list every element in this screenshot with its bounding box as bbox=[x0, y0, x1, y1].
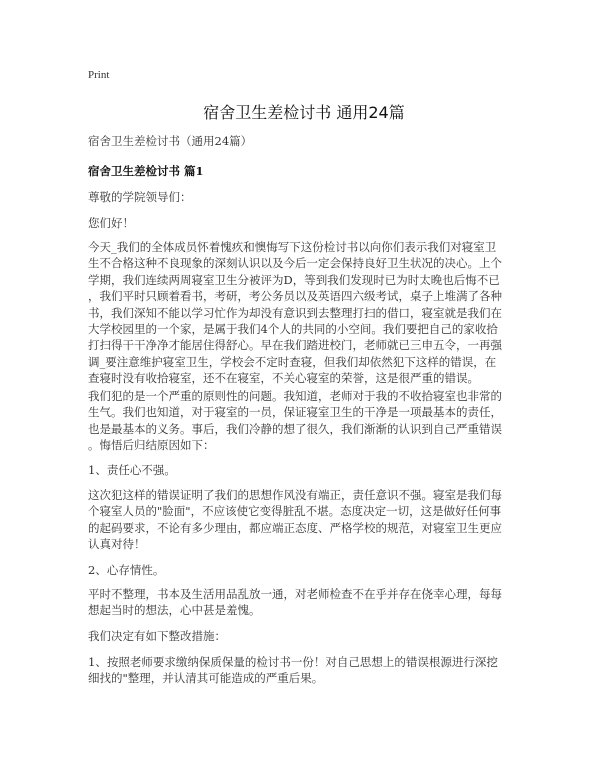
paragraph-line: 个寝室人员的"脸面"，不应该使它变得脏乱不堪。态度决定一切，这是做好任何事 bbox=[88, 504, 502, 519]
paragraph-line: 大学校园里的一个家，是属于我们4个人的共同的小空间。我们要把自己的家收拾 bbox=[88, 321, 498, 336]
paragraph-line: 今天_我们的全体成员怀着愧疚和懊悔写下这份检讨书以向你们表示我们对寝室卫 bbox=[88, 240, 497, 254]
paragraph-line: 我们犯的是一个严重的原则性的问题。我知道，老师对于我的不收拾寝室也非常的 bbox=[88, 389, 502, 403]
paragraph-line: 的起码要求，不论有多少理由，都应端正态度、严格学校的规范，对寝室卫生更应 bbox=[88, 520, 502, 535]
point-2-title: 2、心存情性。 bbox=[88, 563, 165, 577]
salutation: 尊敬的学院领导们： bbox=[88, 190, 192, 204]
page-title: 宿舍卫生差检讨书 通用24篇 bbox=[203, 103, 405, 122]
paragraph-line: 这次犯这样的错误证明了我们的思想作风没有端正，责任意识不强。寝室是我们每 bbox=[88, 488, 502, 502]
document-subtitle: 宿舍卫生差检讨书（通用24篇） bbox=[88, 134, 253, 148]
paragraph-line: 想起当时的想法，心中甚是羞愧。 bbox=[88, 603, 261, 618]
point-1-title: 1、责任心不强。 bbox=[88, 463, 176, 477]
paragraph-line: ，我们平时只顾着看书，考研，考公务员以及英语四六级考试，桌子上堆满了各种 bbox=[88, 289, 502, 304]
paragraph-line: 细找的"整理，并认清其可能造成的严重后果。 bbox=[88, 671, 324, 686]
paragraph-line: 生不合格这种不良现象的深刻认识以及今后一定会保持良好卫生状况的决心。上个 bbox=[88, 256, 502, 271]
paragraph-line: 书，我们深知不能以学习忙作为却没有意识到去整理打扫的借口，寝室就是我们在 bbox=[88, 305, 502, 320]
greeting: 您们好！ bbox=[88, 216, 134, 230]
paragraph-line: 调_要注意维护寝室卫生，学校会不定时查寝，但我们却依然犯下这样的错误，在 bbox=[88, 354, 497, 369]
paragraph-4 bbox=[88, 586, 520, 619]
paragraph-line: 生气。我们也知道，对于寝室的一员，保证寝室卫生的干净是一项最基本的责任， bbox=[88, 405, 502, 420]
paragraph-line: 也是最基本的义务。事后，我们冷静的想了很久，我们渐渐的认识到自己严重错误 bbox=[88, 421, 502, 436]
paragraph-line: 平时不整理，书本及生活用品乱放一通，对老师检查不在乎并存在侥幸心理，每每 bbox=[88, 587, 502, 601]
paragraph-2 bbox=[88, 388, 520, 454]
measures-intro: 我们决定有如下整改措施： bbox=[88, 629, 226, 643]
print-label[interactable]: Print bbox=[88, 69, 110, 81]
paragraph-3 bbox=[88, 487, 520, 553]
paragraph-line: 学期，我们连续两周寝室卫生分被评为D，等到我们发现时已为时太晚也后悔不已 bbox=[88, 272, 500, 287]
paragraph-line: 。悔悟后归结原因如下： bbox=[88, 438, 215, 453]
paragraph-line: 认真对待！ bbox=[88, 537, 146, 552]
paragraph-1 bbox=[88, 239, 520, 387]
paragraph-line: 查寝时没有收拾寝室，还不在寝室，不关心寝室的荣誉，这是很严重的错误。 bbox=[88, 371, 479, 386]
paragraph-5 bbox=[88, 654, 520, 687]
paragraph-line: 打扫得干干净净才能居住得舒心。早在我们踏进校门，老师就已三申五令，一再强 bbox=[88, 338, 502, 353]
section-heading: 宿舍卫生差检讨书 篇1 bbox=[88, 164, 204, 178]
paragraph-line: 1、按照老师要求缴纳保质保量的检讨书一份！对自己思想上的错误根源进行深挖 bbox=[88, 655, 498, 669]
